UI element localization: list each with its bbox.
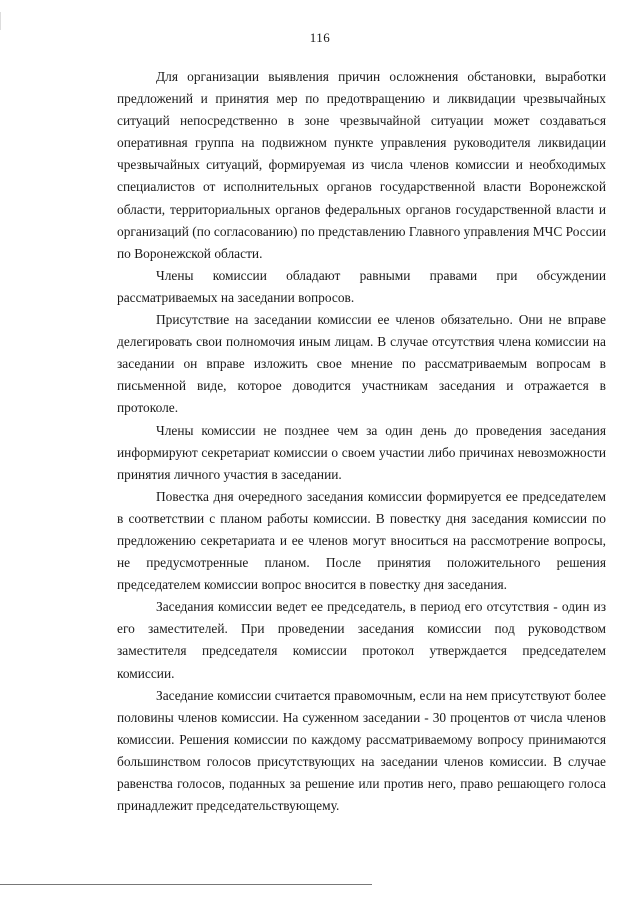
scan-edge-mark xyxy=(0,12,5,30)
footer-divider xyxy=(0,884,372,885)
paragraph-agenda: Повестка дня очередного заседания комиссии формируется ее председателем в соответствии с планом работы комиссии. В повестку дня заседания комиссии по предложению секретариата и ее членов могут вноситься на рассмотрение вопросы, не предусмотренные планом. После принятия положительного решения председателем комиссии вопрос вносится в повестку дня заседания. xyxy=(117,488,606,593)
paragraph-attendance: Присутствие на заседании комиссии ее членов обязательно. Они не вправе делегировать свои полномочия иным лицам. В случае отсутствия члена комиссии на заседании он вправе изложить свое мнение по рассматриваемым вопросам в письменной виде, которое доводится участникам заседания и отражается в протоколе. xyxy=(117,312,606,416)
page-number: 116 xyxy=(309,30,331,45)
paragraph-operational-group: Для организации выявления причин осложнения обстановки, выработки предложений и принятия мер по предотвращению и ликвидации чрезвычайных ситуаций непосредственно в зоне чрезвычайной ситуации может создаваться оперативная группа на подвижном пункте управления руководителя ликвидации чрезвычайных ситуаций, формируемая из числа членов комиссии и необходимых специалистов от исполнительных органов государственной власти Воронежской области, территориальных органов федеральных органов государственной власти и организаций (по согласованию) по представлению Главного управления МЧС России по Воронежской области. xyxy=(117,69,606,261)
paragraph-quorum: Заседание комиссии считается правомочным, если на нем присутствуют более половины членов комиссии. На суженном заседании - 30 процентов от числа членов комиссии. Решения комиссии по каждому рассматриваемому вопросу принимаются большинством голосов присутствующих на заседании членов комиссии. В случае равенства голосов, поданных за решение или против него, право решающего голоса принадлежит председательствующему. xyxy=(117,687,606,814)
paragraph-chairing: Заседания комиссии ведет ее председатель, в период его отсутствия - один из его заместителей. При проведении заседания комиссии под руководством заместителя председателя комиссии протокол утверждается председателем комиссии. xyxy=(117,599,606,681)
paragraph-equal-rights: Члены комиссии обладают равными правами при обсуждении рассматриваемых на заседании вопросов. xyxy=(117,267,606,305)
page-body xyxy=(117,66,606,817)
paragraph-notification: Члены комиссии не позднее чем за один день до проведения заседания информируют секретариат комиссии о своем участии либо причинах невозможности принятия личного участия в заседании. xyxy=(117,422,606,482)
